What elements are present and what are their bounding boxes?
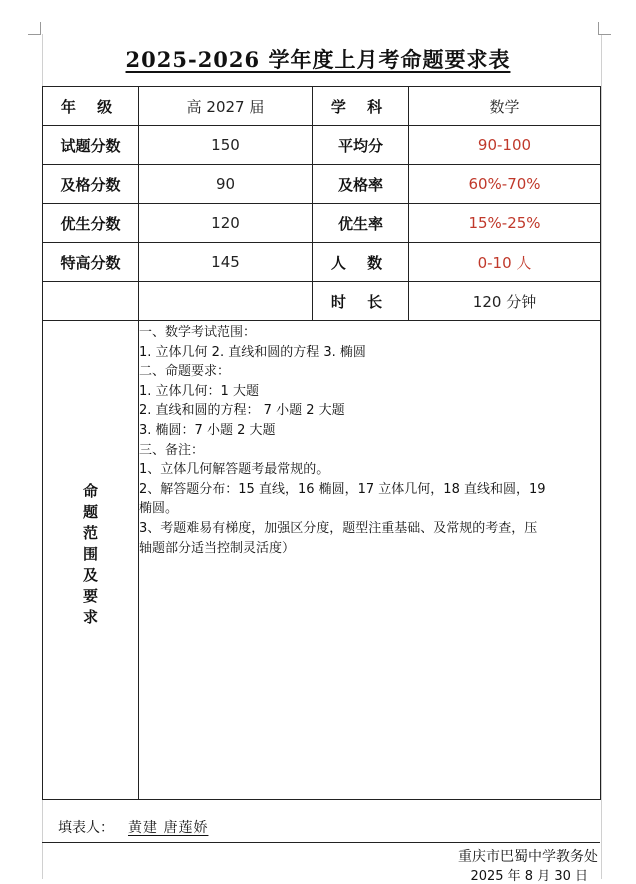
table-row [43, 321, 601, 800]
filler-row [42, 810, 600, 843]
excellent-score-value: 120 [139, 204, 313, 243]
grade-label: 年 级 [43, 87, 139, 126]
pass-score-label: 及格分数 [43, 165, 139, 204]
top-score-value: 145 [139, 243, 313, 282]
pass-score-value: 90 [139, 165, 313, 204]
total-score-value: 150 [139, 126, 313, 165]
content-line: 2、解答题分布：15 直线，16 椭圆，17 立体几何，18 直线和圆，19 [139, 481, 546, 497]
pass-rate-value: 60%-70% [409, 165, 601, 204]
content-line: 2. 直线和圆的方程： 7 小题 2 大题 [139, 403, 345, 419]
scope-requirements-text: 命题范围及要求 [82, 482, 98, 626]
subject-value: 数学 [409, 87, 601, 126]
content-line: 一、数学考试范围： [139, 325, 257, 340]
content-line: 3. 椭圆：7 小题 2 大题 [139, 422, 276, 438]
filler-names: 黄建 唐莲娇 [128, 820, 209, 836]
requirements-table [42, 86, 601, 800]
excellent-score-label: 优生分数 [43, 204, 139, 243]
excellent-rate-label: 优生率 [313, 204, 409, 243]
table-row [43, 165, 601, 204]
average-score-value: 90-100 [409, 126, 601, 165]
empty-cell [43, 282, 139, 321]
page-corner-mark [28, 22, 41, 35]
table-row [43, 243, 601, 282]
average-score-label: 平均分 [313, 126, 409, 165]
table-row [43, 204, 601, 243]
content-line: 二、命题要求： [139, 364, 231, 380]
page-corner-mark [598, 22, 611, 35]
scope-requirements-label [43, 321, 139, 800]
duration-label: 时 长 [313, 282, 409, 321]
content-line: 3、考题难易有梯度，加强区分度，题型注重基础、及常规的考查，压 [139, 520, 538, 536]
scope-requirements-content [139, 321, 601, 800]
headcount-label: 人 数 [313, 243, 409, 282]
content-line: 轴题部分适当控制灵活度） [139, 540, 296, 556]
content-line: 1. 立体几何 2. 直线和圆的方程 3. 椭圆 [139, 344, 366, 360]
footer-organization: 重庆市巴蜀中学教务处 [458, 849, 598, 865]
footer-date: 2025 年 8 月 30 日 [470, 869, 588, 884]
filler-label: 填表人： [58, 820, 114, 836]
content-line: 三、备注： [139, 442, 205, 458]
content-line: 1、立体几何解答题考最常规的。 [139, 462, 330, 478]
content-line: 椭圆。 [139, 501, 179, 517]
duration-value: 120 分钟 [409, 282, 601, 321]
title-text: 2025-2026 学年度上月考命题要求表 [125, 47, 511, 72]
headcount-value: 0-10 人 [409, 243, 601, 282]
grade-value: 高 2027 届 [139, 87, 313, 126]
total-score-label: 试题分数 [43, 126, 139, 165]
subject-label: 学 科 [313, 87, 409, 126]
table-row [43, 87, 601, 126]
pass-rate-label: 及格率 [313, 165, 409, 204]
table-row [43, 282, 601, 321]
top-score-label: 特高分数 [43, 243, 139, 282]
table-row [43, 126, 601, 165]
content-line: 1. 立体几何：1 大题 [139, 383, 259, 399]
content-lines [139, 321, 600, 558]
excellent-rate-value: 15%-25% [409, 204, 601, 243]
empty-cell [139, 282, 313, 321]
document-title [0, 44, 636, 74]
